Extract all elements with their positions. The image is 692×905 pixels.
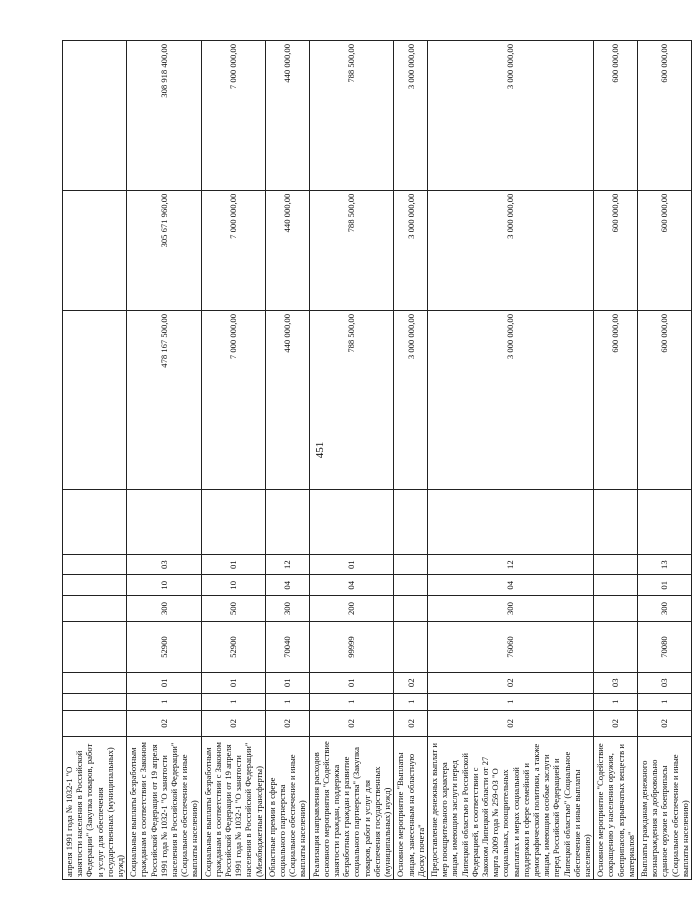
code-cell: 52900 (127, 622, 201, 673)
table-row (594, 41, 638, 880)
amount-cell: 3 000 000,00 (427, 41, 593, 191)
code-cell: 02 (594, 710, 638, 736)
code-cell: 02 (637, 710, 691, 736)
code-cell: 04 (265, 575, 309, 596)
row-description: Социальные выплаты безработным гражданам в соответствии с Законом Российской Федерации от 19 апреля 1991 года № 1032-1 "О занятости населения в Российской Федерации" (Межбюджетные трансферты) (201, 736, 265, 879)
table-row (309, 41, 394, 880)
amount-cell: 7 000 000,00 (201, 41, 265, 191)
table-row (265, 41, 309, 880)
code-cell: 1 (309, 693, 394, 710)
code-cell: 02 (427, 710, 593, 736)
code-cell (394, 489, 428, 554)
code-cell: 200 (309, 596, 394, 622)
amount-cell: 600 000,00 (637, 41, 691, 191)
code-cell: 1 (594, 693, 638, 710)
code-cell (265, 489, 309, 554)
code-cell: 1 (127, 693, 201, 710)
table-row (201, 41, 265, 880)
code-cell: 03 (637, 673, 691, 694)
code-cell: 03 (594, 673, 638, 694)
code-cell: 300 (265, 596, 309, 622)
code-cell: 01 (309, 673, 394, 694)
code-cell: 12 (427, 554, 593, 575)
code-cell (594, 596, 638, 622)
code-cell (63, 693, 127, 710)
code-cell (594, 489, 638, 554)
code-cell: 02 (265, 710, 309, 736)
code-cell: 1 (637, 693, 691, 710)
code-cell: 1 (201, 693, 265, 710)
amount-cell: 600 000,00 (637, 190, 691, 310)
row-description: Основное мероприятие "Содействие сокращению у населения оружия, боеприпасов, взрывчатых веществ и материалов" (594, 736, 638, 879)
code-cell: 01 (201, 554, 265, 575)
code-cell: 10 (127, 575, 201, 596)
amount-cell: 440 000,00 (265, 311, 309, 490)
code-cell: 02 (201, 710, 265, 736)
table-row (127, 41, 201, 880)
code-cell: 1 (427, 693, 593, 710)
code-cell: 1 (394, 693, 428, 710)
code-cell (63, 489, 127, 554)
row-description: Выплаты гражданам денежного вознаграждения за добровольно сданное оружие и боеприпасы (Социальное обеспечение и иные выплаты населению) (637, 736, 691, 879)
budget-table (62, 40, 692, 880)
amount-cell: 3 000 000,00 (394, 41, 428, 191)
table-row (394, 41, 428, 880)
code-cell: 02 (127, 710, 201, 736)
code-cell: 13 (637, 554, 691, 575)
code-cell (594, 575, 638, 596)
code-cell: 76060 (427, 622, 593, 673)
row-description: Основное мероприятие "Выплаты лицам, занесенным на областную Доску почета" (394, 736, 428, 879)
row-description: Предоставление денежных выплат и мер поощрительного характера лицам, имеющим заслуги перед Липецкой областью и Российской Федерацией, в соответствии с Законом Липецкой области от 27 марта 2009 года № 259-ОЗ "О социальных, поощрительных выплатах и мерах социальной поддержки в сфере семейной и демографической политики, а также лицам, имеющим особые заслуги перед Российской Федерацией и Липецкой областью" (Социальное обеспечение и иные выплаты населению) (427, 736, 593, 879)
amount-cell: 308 918 400,00 (127, 41, 201, 191)
code-cell: 01 (637, 575, 691, 596)
code-cell (201, 489, 265, 554)
code-cell: 02 (309, 710, 394, 736)
code-cell (63, 554, 127, 575)
amount-cell: 3 000 000,00 (427, 311, 593, 490)
code-cell (63, 575, 127, 596)
amount-cell: 7 000 000,00 (201, 311, 265, 490)
code-cell (394, 575, 428, 596)
code-cell (594, 622, 638, 673)
amount-cell (63, 190, 127, 310)
amount-cell: 3 000 000,00 (394, 311, 428, 490)
amount-cell: 7 000 000,00 (201, 190, 265, 310)
code-cell (309, 489, 394, 554)
code-cell (394, 622, 428, 673)
code-cell: 300 (637, 596, 691, 622)
code-cell: 300 (127, 596, 201, 622)
code-cell (63, 710, 127, 736)
code-cell: 04 (427, 575, 593, 596)
code-cell: 52900 (201, 622, 265, 673)
amount-cell: 440 000,00 (265, 190, 309, 310)
code-cell (63, 622, 127, 673)
amount-cell: 788 500,00 (309, 190, 394, 310)
code-cell: 70080 (637, 622, 691, 673)
amount-cell (63, 41, 127, 191)
code-cell (394, 554, 428, 575)
code-cell: 70040 (265, 622, 309, 673)
amount-cell: 440 000,00 (265, 41, 309, 191)
code-cell (427, 489, 593, 554)
code-cell: 01 (309, 554, 394, 575)
row-description: Реализация направления расходов основного мероприятия "Содействие занятости граждан, поддержка безработных граждан и развитие социального партнерства" (Закупка товаров, работ и услуг для обеспечения государственных (муниципальных) нужд) (309, 736, 394, 879)
amount-cell: 600 000,00 (637, 311, 691, 490)
amount-cell: 478 167 500,00 (127, 311, 201, 490)
amount-cell: 788 500,00 (309, 311, 394, 490)
code-cell (594, 554, 638, 575)
code-cell: 12 (265, 554, 309, 575)
code-cell: 02 (427, 673, 593, 694)
code-cell: 01 (201, 673, 265, 694)
code-cell: 03 (127, 554, 201, 575)
code-cell: 02 (394, 673, 428, 694)
amount-cell: 788 500,00 (309, 41, 394, 191)
code-cell (637, 489, 691, 554)
code-cell: 99999 (309, 622, 394, 673)
table-row (63, 41, 127, 880)
row-description: Социальные выплаты безработным гражданам в соответствии с Законом Российской Федерации от 19 апреля 1991 года № 1032-1 "О занятости населения в Российской Федерации" (Социальное обеспечение и иные выплаты населению) (127, 736, 201, 879)
amount-cell: 3 000 000,00 (394, 190, 428, 310)
page-number: 451 (314, 441, 326, 459)
code-cell (63, 673, 127, 694)
amount-cell (63, 311, 127, 490)
amount-cell: 600 000,00 (594, 41, 638, 191)
amount-cell: 3 000 000,00 (427, 190, 593, 310)
code-cell (127, 489, 201, 554)
code-cell: 02 (394, 710, 428, 736)
code-cell: 300 (427, 596, 593, 622)
code-cell: 01 (265, 673, 309, 694)
amount-cell: 305 671 960,00 (127, 190, 201, 310)
code-cell (63, 596, 127, 622)
table-row (427, 41, 593, 880)
code-cell (394, 596, 428, 622)
code-cell: 04 (309, 575, 394, 596)
code-cell: 500 (201, 596, 265, 622)
row-description: Областные премии в сфере социального партнерства (Социальное обеспечение и иные выплаты населению) (265, 736, 309, 879)
row-description: апреля 1991 года № 1032-1 "О занятости населения в Российской Федерации" (Закупка товаров, работ и услуг для обеспечения государственных (муниципальных) нужд) (63, 736, 127, 879)
code-cell: 10 (201, 575, 265, 596)
amount-cell: 600 000,00 (594, 190, 638, 310)
code-cell: 1 (265, 693, 309, 710)
rotated-table-container (62, 40, 690, 880)
table-body (63, 41, 692, 880)
amount-cell: 600 000,00 (594, 311, 638, 490)
table-row (637, 41, 691, 880)
code-cell: 01 (127, 673, 201, 694)
